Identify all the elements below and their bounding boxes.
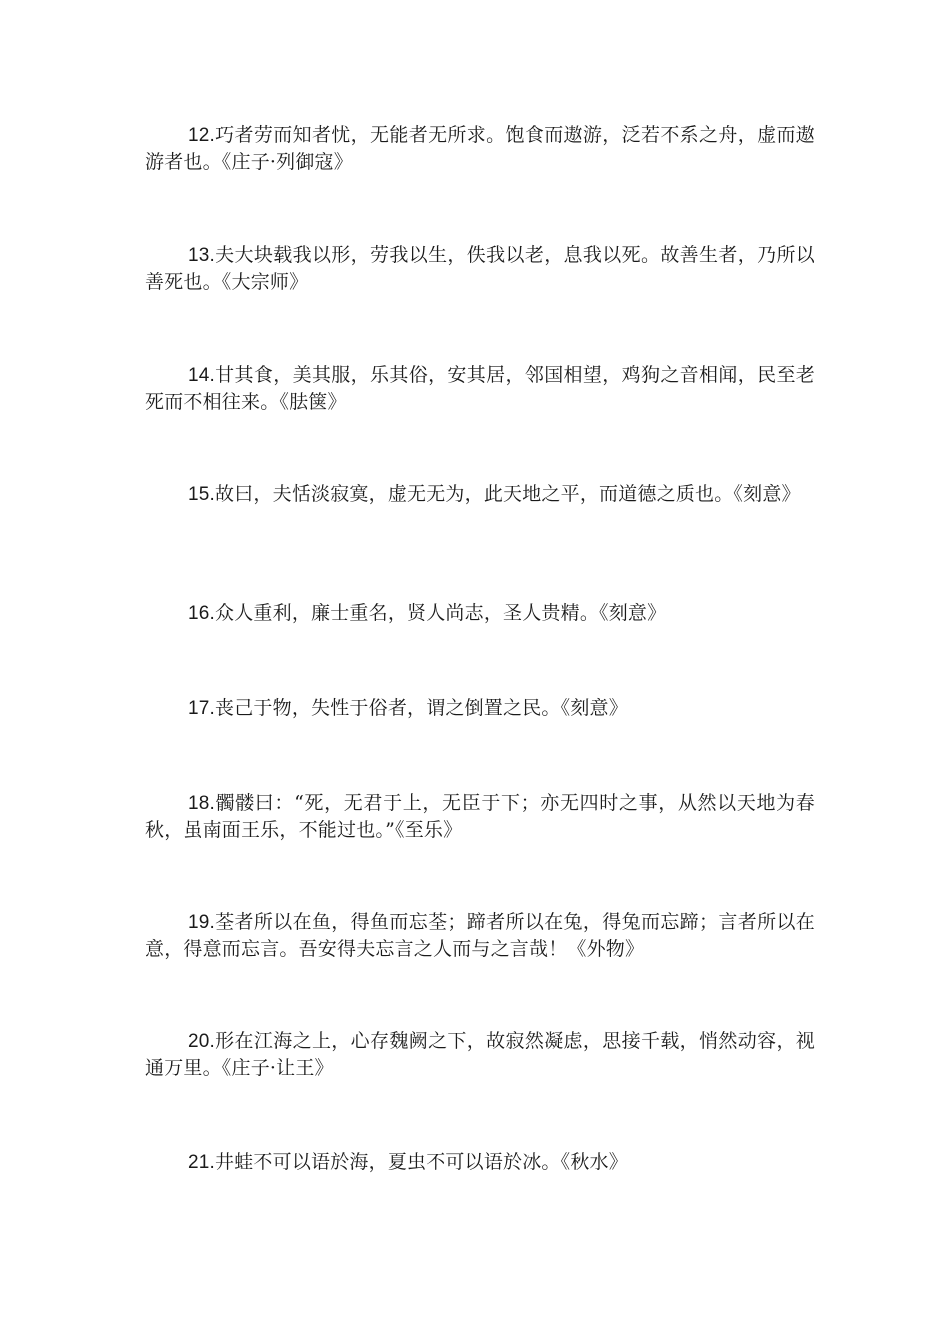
quote-number: 19.	[188, 912, 216, 933]
quote-text: 荃者所以在鱼，得鱼而忘荃；蹄者所以在兔，得兔而忘蹄；言者所以在意，得意而忘言。吾安得夫忘言之人而与之言哉！《外物》	[145, 911, 815, 960]
quote-paragraph	[145, 1149, 815, 1176]
quote-number: 18.	[188, 793, 216, 814]
quote-paragraph	[145, 1028, 815, 1081]
quote-text: 髑髅曰：“死，无君于上，无臣于下；亦无四时之事，从然以天地为春秋，虽南面王乐，不能过也。”《至乐》	[145, 792, 815, 841]
quote-text: 形在江海之上，心存魏阙之下，故寂然凝虑，思接千载，悄然动容，视通万里。《庄子·让王》	[145, 1030, 815, 1079]
quote-paragraph	[145, 909, 815, 962]
quote-paragraph	[145, 481, 815, 508]
quote-paragraph	[145, 122, 815, 175]
quote-text: 甘其食，美其服，乐其俗，安其居，邻国相望，鸡狗之音相闻，民至老死而不相往来。《胠箧》	[145, 364, 815, 413]
quote-paragraph	[145, 600, 815, 627]
quote-text: 井蛙不可以语於海，夏虫不可以语於冰。《秋水》	[215, 1151, 628, 1173]
quote-number: 20.	[188, 1031, 216, 1052]
quote-number: 16.	[188, 603, 216, 624]
quote-text: 故曰，夫恬淡寂寞，虚无无为，此天地之平，而道德之质也。《刻意》	[215, 483, 801, 505]
quote-paragraph	[145, 242, 815, 295]
quote-paragraph	[145, 362, 815, 415]
quote-text: 夫大块载我以形，劳我以生，佚我以老，息我以死。故善生者，乃所以善死也。《大宗师》	[145, 244, 815, 293]
quote-paragraph	[145, 695, 815, 722]
quote-number: 15.	[188, 484, 216, 505]
quote-text: 众人重利，廉士重名，贤人尚志，圣人贵精。《刻意》	[215, 602, 667, 624]
quote-number: 21.	[188, 1152, 216, 1173]
quote-text: 巧者劳而知者忧，无能者无所求。饱食而遨游，泛若不系之舟，虚而遨游者也。《庄子·列御寇》	[145, 124, 815, 173]
quote-text: 丧己于物，失性于俗者，谓之倒置之民。《刻意》	[215, 697, 628, 719]
quote-number: 12.	[188, 125, 216, 146]
quote-number: 14.	[188, 365, 216, 386]
quote-number: 13.	[188, 245, 216, 266]
quote-number: 17.	[188, 698, 216, 719]
quote-paragraph	[145, 790, 815, 843]
